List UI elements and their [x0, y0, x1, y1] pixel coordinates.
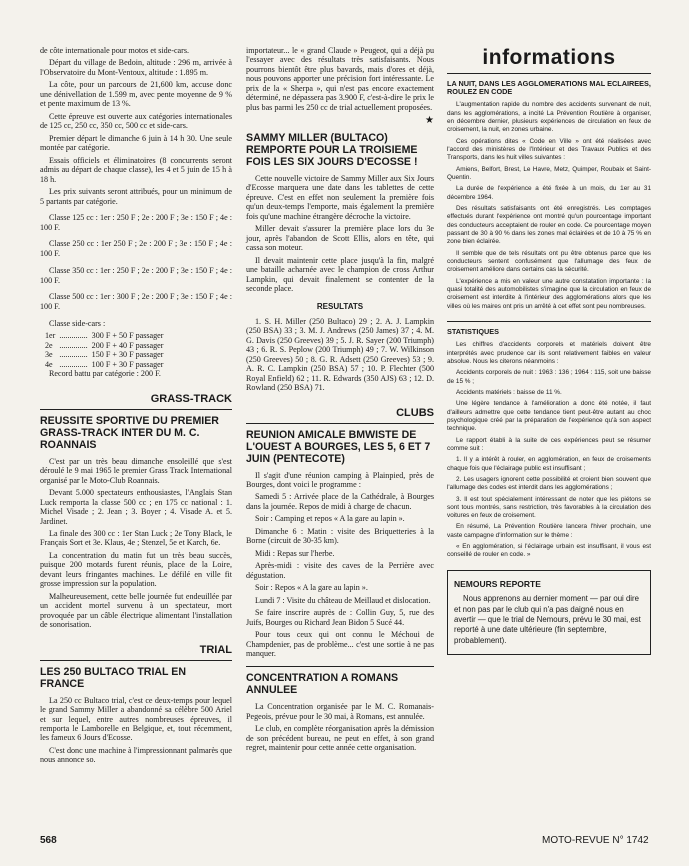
- prize: 100 F + 30 F passager: [91, 359, 164, 369]
- article-paragraph: Départ du village de Bedoin, altitude : 296 m, arrivée à l'Observatoire du Mont-Ventoux, altitude : 1.895 m.: [40, 58, 232, 77]
- page-number: 568: [40, 835, 57, 846]
- table-row: [45, 350, 167, 360]
- dots: ..............: [59, 340, 88, 350]
- section-heading-grass-track: GRASS-TRACK: [150, 392, 232, 405]
- rank: 1er: [45, 331, 56, 341]
- rank: 3e: [45, 350, 53, 360]
- informations-banner: informations: [447, 46, 651, 74]
- rank: 2e: [45, 340, 53, 350]
- article-paragraph: Une légère tendance à l'amélioration a donc été notée, il faut d'ailleurs admettre que cette tendance tient peut-être autant au choc psychologique créé par la préparation de l'expérience qu'à son aspect technique.: [447, 400, 651, 433]
- article-paragraph: C'est donc une machine à l'impressionnant palmarès que nous annonce so.: [40, 745, 232, 765]
- prize: 150 F + 30 F passager: [91, 350, 164, 360]
- star-separator-icon: ★: [425, 115, 434, 127]
- prize-class: Classe 250 cc : 1er 250 F ; 2e : 200 F ; 3e : 150 F ; 4e : 100 F.: [40, 239, 232, 259]
- article-title: SAMMY MILLER (BULTACO) REMPORTE POUR LA TROISIEME FOIS LES SIX JOURS D'ECOSSE !: [246, 131, 418, 168]
- article-paragraph: Les chiffres d'accidents corporels et matériels doivent être interprétés avec prudence car ils sont relativement faibles en valeur absolue. Nous les citerons néanmoins :: [447, 341, 651, 365]
- dots: ..............: [59, 331, 88, 341]
- article-title: REUSSITE SPORTIVE DU PREMIER GRASS-TRACK INTER DU M. C. ROANNAIS: [40, 414, 219, 451]
- article-paragraph: Essais officiels et éliminatoires (8 concurrents seront admis au départ de chaque classe), les 4 et 5 juin de 15 h à 18 h.: [40, 155, 232, 184]
- article-paragraph: Se faire inscrire auprès de : Collin Guy, 5, rue des Juifs, Bourges ou Richard Jean Bidon 5 Sucé 44.: [246, 608, 434, 627]
- prize-classes: [40, 213, 232, 312]
- article-paragraph: Soir : Repos « A la gare au lapin ».: [255, 583, 368, 593]
- article-paragraph: La durée de l'expérience a été fixée à un mois, du 1er au 31 décembre 1964.: [447, 185, 651, 201]
- article-paragraph: Des résultats satisfaisants ont été enregistrés. Les comptages effectués durant l'expérience ont montré qu'un pourcentage important des conducteurs acceptaient de rouler en code. Ce pourcentage moyen passant de 30 à 90 % dans les zones mal éclairées et de 10 à 75 % en zone bien éclairée.: [447, 205, 651, 246]
- prize: 200 F + 40 F passager: [91, 340, 164, 350]
- article-paragraph: « En agglomération, si l'éclairage urbain est insuffisant, il vous est conseillé de rouler en code. »: [447, 543, 651, 559]
- article-paragraph: Cette épreuve est ouverte aux catégories internationales de 125 cc, 250 cc, 350 cc, 500 cc et side-cars.: [40, 111, 232, 131]
- column-middle: [246, 46, 434, 756]
- article-paragraph: Cette nouvelle victoire de Sammy Miller aux Six Jours d'Ecosse marquera une date dans les tablettes de cette épreuve. C'est en effet non seulement la première fois qu'un deux-temps l'emporte, mais également la première fois qu'une machine étrangère décroche la victoire.: [246, 173, 434, 221]
- record-line: Record battu par catégorie : 200 F.: [49, 369, 161, 379]
- rank: 4e: [45, 359, 53, 369]
- article-paragraph: 2. Les usagers ignorent cette possibilité et croient bien souvent que l'allumage des codes est interdit dans les agglomérations ;: [447, 475, 651, 492]
- article-paragraph: L'augmentation rapide du nombre des accidents survenant de nuit, dans les agglomérations, a incité La Prévention Routière à organiser, en décembre dernier, plusieurs expériences de circulation en feux de croisement, la nuit, en zones urbaine.: [447, 101, 651, 134]
- article-paragraph: Midi : Repas sur l'herbe.: [255, 548, 335, 558]
- article-paragraph: Après-midi : visite des caves de la Perrière avec dégustation.: [246, 561, 434, 580]
- dots: ..............: [59, 350, 88, 360]
- article-title: CONCENTRATION A ROMANS ANNULEE: [246, 672, 399, 697]
- table-row: [45, 360, 167, 370]
- nemours-box: [447, 570, 651, 655]
- article-paragraph: Malheureusement, cette belle journée fut endeuillée par un accident mortel survenu à un spectateur, mort provoquée par un câble électrique alimentant l'installation de sonorisation.: [40, 591, 232, 630]
- article-paragraph: Dimanche 6 : Matin : visite des Briquetteries à la Borne (circuit de 30-35 km).: [246, 526, 434, 546]
- article-paragraph: 1. Il y a intérêt à rouler, en agglomération, en feux de croisements chaque fois que l'éclairage public est insuffisant ;: [447, 456, 651, 472]
- article-title: REUNION AMICALE BMWISTE DE L'OUEST A BOURGES, LES 5, 6 ET 7 JUIN (PENTECOTE): [246, 428, 431, 465]
- article-paragraph: Samedi 5 : Arrivée place de la Cathédrale, à Bourges dans la journée. Repos de midi à charge de chacun.: [246, 492, 434, 511]
- article-paragraph: C'est par un très beau dimanche ensoleillé que s'est déroulé le 9 mai 1965 le premier Grass Track International organisé par le Moto-Club Roannais.: [40, 456, 232, 485]
- divider: [447, 321, 651, 322]
- prize-class: Classe 125 cc : 1er : 250 F ; 2e : 200 F ; 3e : 150 F ; 4e : 100 F.: [40, 213, 232, 232]
- sidecars-table: [45, 331, 167, 369]
- article-paragraph: La finale des 300 cc : 1er Stan Luck ; 2e Tony Black, le Français Sort et 3e. Klaus, 4e ; Stenzel, 5e et Karch, 6e.: [40, 528, 232, 548]
- article-paragraph: Soir : Camping et repos « A la gare au lapin ».: [255, 514, 405, 524]
- article-paragraph: Devant 5.000 spectateurs enthousiastes, l'Anglais Stan Luck remporta la classe 500 cc ; en 175 cc national : 1. Michel Visade ; 2. Jean ; 3. Boyer ; 4. Visade A. et 5. Jardinet.: [40, 488, 232, 526]
- divider: [40, 660, 232, 661]
- article-paragraph: L'expérience a mis en valeur une autre constatation importante : la quasi totalité des automobilistes s'imagine que la circulation en feux de croisement est interdite à l'intérieur des agglomérations alors que les villes où les maires ont pris un arrêté à cet effet sont peu nombreuses.: [447, 277, 651, 310]
- prize-class: Classe 350 cc : 1er : 250 F ; 2e : 200 F ; 3e : 150 F ; 4e : 100 F.: [40, 265, 232, 285]
- magazine-issue: MOTO-REVUE N° 1742: [542, 835, 649, 846]
- mont-ventoux-article: [40, 46, 232, 206]
- article-paragraph: Pour tous ceux qui ont connu le Méchoui de Champdenier, pas de problème... c'est une sortie à ne pas manquer.: [246, 630, 434, 659]
- article-paragraph: Les prix suivants seront attribués, pour un minimum de 5 partants par catégorie.: [40, 187, 232, 206]
- article-paragraph: Lundi 7 : Visite du château de Meillaud et dislocation.: [255, 595, 431, 605]
- section-heading-trial: TRIAL: [199, 643, 232, 656]
- article-paragraph: Nous apprenons au dernier moment — par oui dire et non pas par le club qui n'a pas daigné nous en avertir — que le trial de Nemours, prévu le 30 mai, est reporté à une date ultérieure (fin septembre, probablement).: [454, 594, 641, 645]
- dots: ..............: [59, 359, 88, 369]
- article-title: STATISTIQUES: [447, 327, 500, 337]
- article-paragraph: Il devait maintenir cette place jusqu'à la fin, malgré une bataille acharnée avec le champion de cross Arthur Lampkin, qui devait finalement se contenter de la seconde place.: [246, 255, 434, 294]
- prize-class: Classe 500 cc : 1er : 300 F ; 2e : 200 F ; 3e : 150 F ; 4e : 100 F.: [40, 292, 232, 311]
- article-paragraph: La 250 cc Bultaco trial, c'est ce deux-temps pour lequel le grand Sammy Miller a abandonné sa célèbre 500 Ariel et sur lequel, entre autres nombreuses épreuves, il remporta le Lamborelle en Belgique, et, tout récemment, les fameux 6 Jours d'Ecosse.: [40, 695, 232, 743]
- article-paragraph: Le rapport établi à la suite de ces expériences peut se résumer comme suit :: [447, 436, 651, 452]
- divider: [246, 423, 434, 424]
- article-paragraph: de côte internationale pour motos et side-cars.: [40, 46, 190, 55]
- article-paragraph: Premier départ le dimanche 6 juin à 14 h 30. Une seule montée par catégorie.: [40, 133, 232, 153]
- article-paragraph: La côte, pour un parcours de 21,600 km, accuse donc une dénivellation de 1.599 m, avec pente moyenne de 9 % et pente maximum de 13 %.: [40, 80, 232, 109]
- article-paragraph: En résumé, La Prévention Routière lancera l'hiver prochain, une vaste campagne d'information sur le thème :: [447, 523, 651, 539]
- divider: [246, 666, 434, 667]
- column-left: [40, 46, 232, 768]
- article-title: NEMOURS REPORTE: [454, 578, 541, 589]
- article-paragraph: Il s'agit d'une réunion camping à Plainpied, près de Bourges, dont voici le programme :: [246, 470, 434, 489]
- table-row: [45, 341, 167, 351]
- article-paragraph: Il semble que de tels résultats ont pu être obtenus parce que les conducteurs sentent confusément que l'allumage des feux de croisement améliore dans certains cas la sécurité.: [447, 249, 651, 274]
- results-heading: RESULTATS: [316, 301, 364, 311]
- article-paragraph: Ces opérations dites « Code en Ville » ont été réalisées avec l'accord des ministères de l'Intérieur et des Travaux Publics et des Transports, dans les huit villes suivantes :: [447, 137, 651, 162]
- column-right: [447, 46, 651, 655]
- sidecars-title: Classe side-cars :: [49, 318, 106, 328]
- article-paragraph: La Concentration organisée par le M. C. Romanais-Pegeois, prévue pour le 30 mai, à Romans, est annulée.: [246, 702, 434, 721]
- article-paragraph: La concentration du matin fut un très beau succès, puisque 200 motards furent réunis, place de la Loire, devant leurs fringantes machines. Le défilé en ville fit grosse impression sur la population.: [40, 550, 232, 589]
- article-paragraph: 3. Il est tout spécialement intéressant de noter que les piétons se sont tous montrés, sans restriction, très favorables à la circulation des voitures en feux de croisement.: [447, 495, 651, 520]
- results-text: 1. S. H. Miller (250 Bultaco) 29 ; 2. A. J. Lampkin (250 BSA) 33 ; 3. M. J. Andrews (250 James) 37 ; 4. M. G. Davis (250 Greeves) 39 ; 5. J. R. Sayer (200 Triumph) 43 ; 6. R. S. Peplow (200 Triumph) 49 ; 7. W. Wilkinson (250 Greeves) 50 ; 8. G. R. Adsett (250 Greeves) 53 ; 9. A. R. C. Lampkin (250 BSA) 57 ; 10. P. Flechter (500 Royal Enfield) 62 ; 11. R. Edwards (350 AJS) 63 ; 12. D. Rowland (250 BSA) 71.: [246, 316, 434, 393]
- divider: [40, 409, 232, 410]
- article-paragraph: Le club, en complète réorganisation après la démission de son précédent bureau, ne peut en effet, à son grand regret, maintenir pour cette année cette organisation.: [246, 724, 434, 753]
- section-heading-clubs: CLUBS: [396, 406, 434, 419]
- prize: 300 F + 50 F passager: [91, 331, 164, 341]
- article-paragraph: Accidents matériels : baisse de 11 %.: [456, 388, 562, 396]
- article-paragraph: importateur... le « grand Claude » Peugeot, qui a déjà pu l'essayer avec des résultats très satisfaisants. Nous pourrons bientôt être plus bavards, mais d'ores et déjà, nous pouvons apporter une précision fort intéressante. Le prix de la « Sherpa », qui n'est pas encore exactement déterminé, ne dépassera pas 3.900 F, c'est-à-dire le prix le plus bas parmi les 250 cc de trial actuellement proposées.: [246, 46, 434, 112]
- article-paragraph: Miller devait s'assurer la première place lors du 3e jour, après l'abandon de Scott Ellis, alors en tête, qui cassa son moteur.: [246, 224, 434, 253]
- article-title: LA NUIT, DANS LES AGGLOMERATIONS MAL ECLAIREES, ROULEZ EN CODE: [447, 79, 651, 97]
- table-row: [45, 331, 167, 341]
- article-paragraph: Amiens, Belfort, Brest, Le Havre, Metz, Quimper, Roubaix et Saint-Quentin.: [447, 165, 651, 182]
- article-paragraph: Accidents corporels de nuit : 1963 : 136 ; 1964 : 115, soit une baisse de 15 % ;: [447, 369, 651, 385]
- article-title: LES 250 BULTACO TRIAL EN FRANCE: [40, 665, 186, 690]
